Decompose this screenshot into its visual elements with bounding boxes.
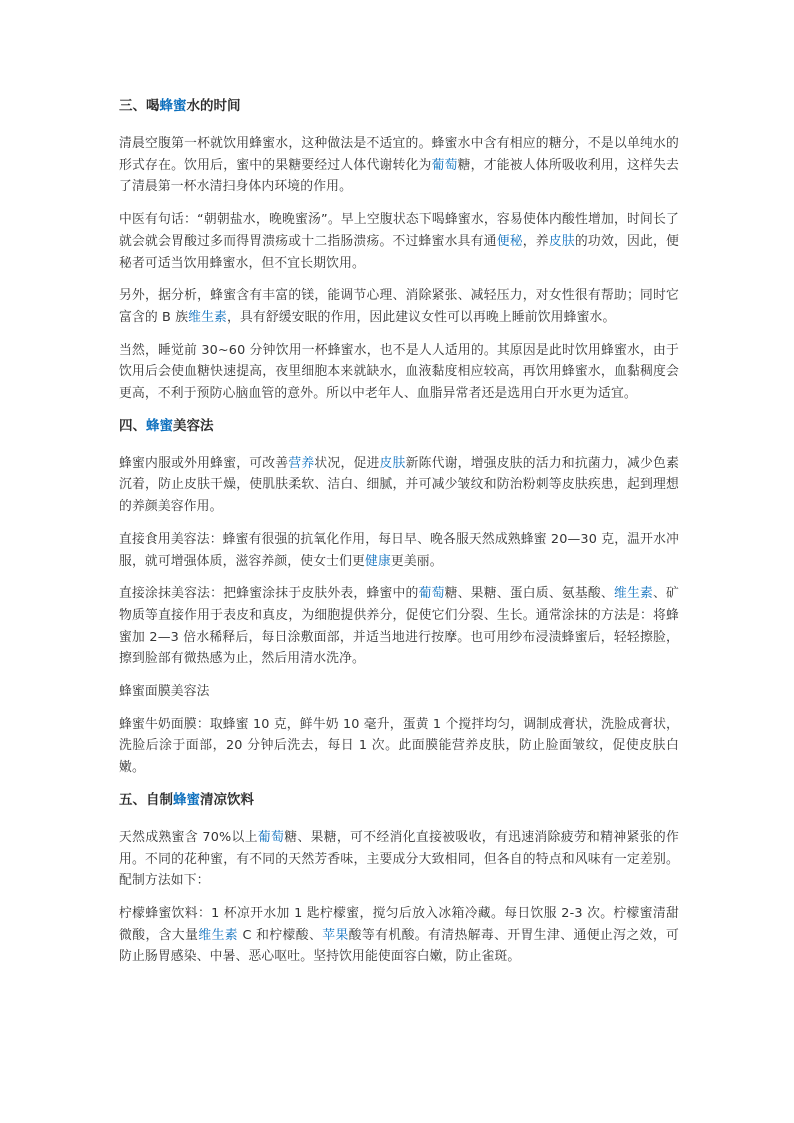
text-segment: 清凉饮料 — [200, 791, 254, 808]
text-segment: 更美丽。 — [390, 553, 443, 569]
section-3-heading — [119, 96, 679, 116]
section-5-para-2 — [119, 903, 679, 968]
text-segment: 美容法 — [173, 417, 214, 434]
section-3-para-2 — [119, 209, 679, 274]
text-segment: 、矿物质等直接作用于表皮和真皮，为细胞提供养分，促使它们分裂、生长。通常涂抹的方法是：将蜂蜜加 2—3 倍水稀释后，每日涂敷面部，并适当地进行按摩。也可用纱布浸渍蜂蜜后，轻轻擦脸，擦到脸部有微热感为止，然后用清水洗净。 — [119, 586, 680, 667]
section-5-heading — [119, 790, 679, 810]
text-segment: 直接食用美容法：蜂蜜有很强的抗氧化作用，每日早、晚各服天然成熟蜂蜜 20—30 克，温开水冲服，就可增强体质，滋容养颜，使女士们更 — [119, 531, 679, 569]
section-5-para-1 — [119, 827, 679, 892]
text-segment: 柠檬蜂蜜饮料：1 杯凉开水加 1 匙柠檬蜜，搅匀后放入冰箱冷藏。每日饮服 2-3 次。柠檬蜜清甜微酸，含大量 — [119, 905, 679, 943]
keyword-link[interactable]: 蜂蜜 — [173, 791, 200, 808]
section-3-para-1 — [119, 133, 679, 198]
text-segment: 三、喝 — [119, 98, 160, 114]
keyword-link[interactable]: 葡萄 — [257, 829, 285, 845]
text-segment: C 和柠檬酸、 — [238, 927, 323, 943]
keyword-link[interactable]: 健康 — [365, 553, 391, 569]
text-segment: ，养 — [522, 233, 549, 249]
text-segment: 直接涂抹美容法：把蜂蜜涂抹于皮肤外表，蜂蜜中的 — [119, 586, 419, 602]
text-segment: 当然，睡觉前 30~60 分钟饮用一杯蜂蜜水，也不是人人适用的。其原因是此时饮用蜂蜜水，由于饮用后会使血糖快速提高，夜里细胞本来就缺水，血液黏度相应较高，再饮用蜂蜜水，血黏稠度会更高，不利于预防心脑血管的意外。所以中老年人、血脂异常者还是选用白开水更为适宜。 — [119, 342, 679, 402]
keyword-link[interactable]: 皮肤 — [548, 233, 575, 249]
text-segment: 新陈代谢，增强皮肤的活力和抗菌力，减少色素沉着，防止皮肤干燥，使肌肤柔软、洁白、细腻，并可减少皱纹和防治粉刺等皮肤疾患，起到理想的养颜美容作用。 — [119, 455, 680, 515]
text-segment: 状况，促进 — [314, 455, 380, 471]
section-4-para-5 — [119, 714, 679, 779]
text-segment: 糖、果糖、蛋白质、氨基酸、 — [444, 586, 614, 602]
keyword-link[interactable]: 皮肤 — [379, 455, 406, 471]
section-4-para-3 — [119, 583, 679, 670]
keyword-link[interactable]: 营养 — [288, 455, 315, 471]
section-4-para-2 — [119, 529, 679, 572]
section-4-heading — [119, 416, 679, 436]
text-segment: 另外，据分析，蜂蜜含有丰富的镁，能调节心理、消除紧张、减轻压力，对女性很有帮助；同时它富含的 B 族 — [119, 288, 679, 325]
text-segment: 天然成熟蜜含 70%以上 — [119, 829, 258, 845]
text-segment: ，具有舒缓安眠的作用，因此建议女性可以再晚上睡前饮用蜂蜜水。 — [227, 309, 616, 325]
text-segment: 蜂蜜内服或外用蜂蜜，可改善 — [119, 455, 289, 471]
keyword-link[interactable]: 便秘 — [496, 233, 523, 249]
text-segment: 的功效，因此，便秘者可适当饮用蜂蜜水，但不宜长期饮用。 — [119, 233, 680, 271]
text-segment: 五、自制 — [119, 791, 173, 808]
section-3-para-4 — [119, 340, 679, 405]
text-segment: 酸等有机酸。有清热解毒、开胃生津、通便止泻之效，可防止肠胃感染、中暑、恶心呕吐。坚持饮用能使面容白嫩，防止雀斑。 — [119, 927, 679, 965]
text-segment: 糖、果糖，可不经消化直接被吸收，有迅速消除疲劳和精神紧张的作用。不同的花种蜜，有不同的天然芳香味，主要成分大致相同，但各自的特点和风味有一定差别。配制方法如下： — [119, 829, 680, 889]
text-segment: 中医有句话：“朝朝盐水，晚晚蜜汤”。早上空腹状态下喝蜂蜜水，容易使体内酸性增加，时间长了就会就会胃酸过多而得胃溃疡或十二指肠溃疡。不过蜂蜜水具有通 — [119, 212, 679, 249]
keyword-link[interactable]: 蜂蜜 — [146, 417, 173, 434]
text-segment: 水的时间 — [186, 98, 241, 114]
keyword-link[interactable]: 葡萄 — [431, 157, 458, 173]
section-3-para-3 — [119, 285, 679, 328]
keyword-link[interactable]: 苹果 — [322, 927, 349, 943]
section-4-para-1 — [119, 453, 679, 518]
text-segment: 四、 — [119, 417, 146, 434]
keyword-link[interactable]: 维生素 — [188, 309, 227, 325]
text-segment: 蜂蜜牛奶面膜：取蜂蜜 10 克，鲜牛奶 10 毫升，蛋黄 1 个搅拌均匀，调制成膏状，洗脸成膏状，洗脸后涂于面部，20 分钟后洗去，每日 1 次。此面膜能营养皮肤，防止脸面皱纹，促使皮肤白嫩。 — [119, 716, 679, 776]
text-segment: 蜂蜜面膜美容法 — [119, 684, 210, 700]
article-body — [119, 96, 679, 979]
keyword-link[interactable]: 蜂蜜 — [159, 98, 187, 114]
text-segment: 糖，才能被人体所吸收利用，这样失去了清晨第一杯水清扫身体内环境的作用。 — [119, 157, 679, 195]
text-segment: 清晨空腹第一杯就饮用蜂蜜水，这种做法是不适宜的。蜂蜜水中含有相应的糖分，不是以单纯水的形式存在。饮用后，蜜中的果糖要经过人体代谢转化为 — [119, 136, 679, 173]
section-4-para-4 — [119, 681, 679, 703]
keyword-link[interactable]: 葡萄 — [418, 586, 445, 602]
keyword-link[interactable]: 维生素 — [198, 927, 239, 943]
keyword-link[interactable]: 维生素 — [613, 586, 654, 602]
